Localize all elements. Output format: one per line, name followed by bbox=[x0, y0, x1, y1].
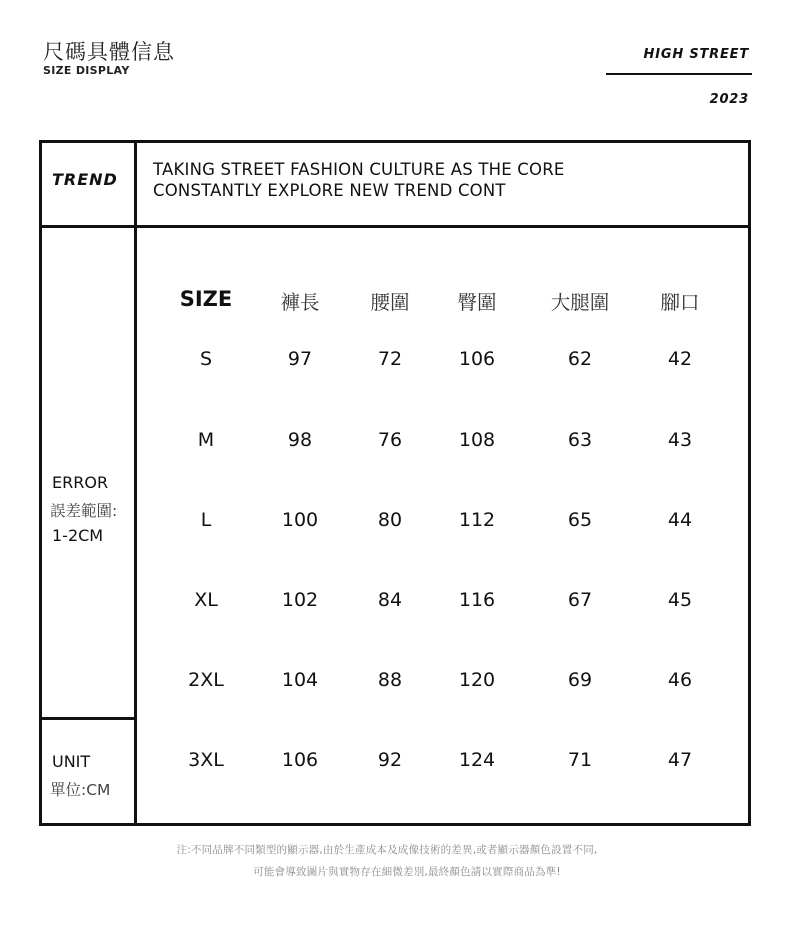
cell-size: XL bbox=[194, 589, 218, 611]
cell-hip: 106 bbox=[458, 348, 496, 370]
cell-length: 104 bbox=[281, 669, 319, 691]
title-cn: 尺碼具體信息 bbox=[43, 40, 175, 64]
trend-label: TREND bbox=[52, 170, 118, 189]
banner-line-2: CONSTANTLY EXPLORE NEW TREND CONT bbox=[153, 181, 506, 200]
cell-length: 98 bbox=[287, 429, 313, 451]
cell-size: S bbox=[199, 348, 213, 370]
cell-size: 3XL bbox=[188, 749, 224, 771]
error-label-en: ERROR bbox=[52, 473, 109, 492]
cell-waist: 88 bbox=[377, 669, 403, 691]
cell-hip: 112 bbox=[458, 509, 496, 531]
cell-waist: 80 bbox=[377, 509, 403, 531]
header-length: 褲長 bbox=[280, 291, 320, 314]
cell-waist: 72 bbox=[377, 348, 403, 370]
footnote-line-2: 可能會導致圖片與實物存在細微差別,最終顏色請以實際商品為準! bbox=[253, 866, 561, 878]
unit-divider bbox=[42, 717, 134, 720]
cell-hem: 46 bbox=[667, 669, 693, 691]
cell-thigh: 65 bbox=[567, 509, 593, 531]
header-thigh: 大腿圍 bbox=[550, 291, 610, 314]
cell-length: 97 bbox=[287, 348, 313, 370]
banner-description bbox=[153, 159, 565, 201]
cell-length: 100 bbox=[281, 509, 319, 531]
cell-thigh: 63 bbox=[567, 429, 593, 451]
cell-size: 2XL bbox=[188, 669, 224, 691]
vertical-divider bbox=[134, 143, 137, 823]
error-label-cn: 誤差範圍: bbox=[50, 502, 118, 520]
cell-waist: 92 bbox=[377, 749, 403, 771]
cell-thigh: 71 bbox=[567, 749, 593, 771]
cell-hip: 108 bbox=[458, 429, 496, 451]
size-chart-frame bbox=[39, 140, 751, 826]
cell-hem: 44 bbox=[667, 509, 693, 531]
brand-underline bbox=[606, 73, 752, 75]
error-value: 1-2CM bbox=[52, 526, 104, 545]
cell-length: 106 bbox=[281, 749, 319, 771]
cell-size: L bbox=[200, 509, 212, 531]
year-label: 2023 bbox=[709, 92, 749, 107]
cell-waist: 76 bbox=[377, 429, 403, 451]
header-hip: 臀圍 bbox=[457, 291, 497, 314]
cell-size: M bbox=[197, 429, 215, 451]
cell-hem: 47 bbox=[667, 749, 693, 771]
banner-line-1: TAKING STREET FASHION CULTURE AS THE CORE bbox=[153, 160, 565, 179]
header-size: SIZE bbox=[179, 287, 233, 311]
cell-hem: 42 bbox=[667, 348, 693, 370]
unit-label-cn: 單位:CM bbox=[50, 781, 111, 799]
cell-hem: 43 bbox=[667, 429, 693, 451]
cell-hem: 45 bbox=[667, 589, 693, 611]
cell-waist: 84 bbox=[377, 589, 403, 611]
header-hem: 腳口 bbox=[660, 291, 700, 314]
banner-divider bbox=[42, 225, 748, 228]
footnote-line-1: 注:不同品牌不同類型的顯示器,由於生產成本及成像技術的差異,或者顯示器顏色設置不同, bbox=[176, 844, 598, 856]
brand-label: HIGH STREET bbox=[643, 47, 749, 62]
cell-thigh: 62 bbox=[567, 348, 593, 370]
cell-hip: 120 bbox=[458, 669, 496, 691]
title-en: SIZE DISPLAY bbox=[43, 64, 130, 77]
cell-thigh: 69 bbox=[567, 669, 593, 691]
cell-thigh: 67 bbox=[567, 589, 593, 611]
cell-length: 102 bbox=[281, 589, 319, 611]
unit-label-en: UNIT bbox=[52, 752, 91, 771]
cell-hip: 124 bbox=[458, 749, 496, 771]
header-waist: 腰圍 bbox=[370, 291, 410, 314]
cell-hip: 116 bbox=[458, 589, 496, 611]
